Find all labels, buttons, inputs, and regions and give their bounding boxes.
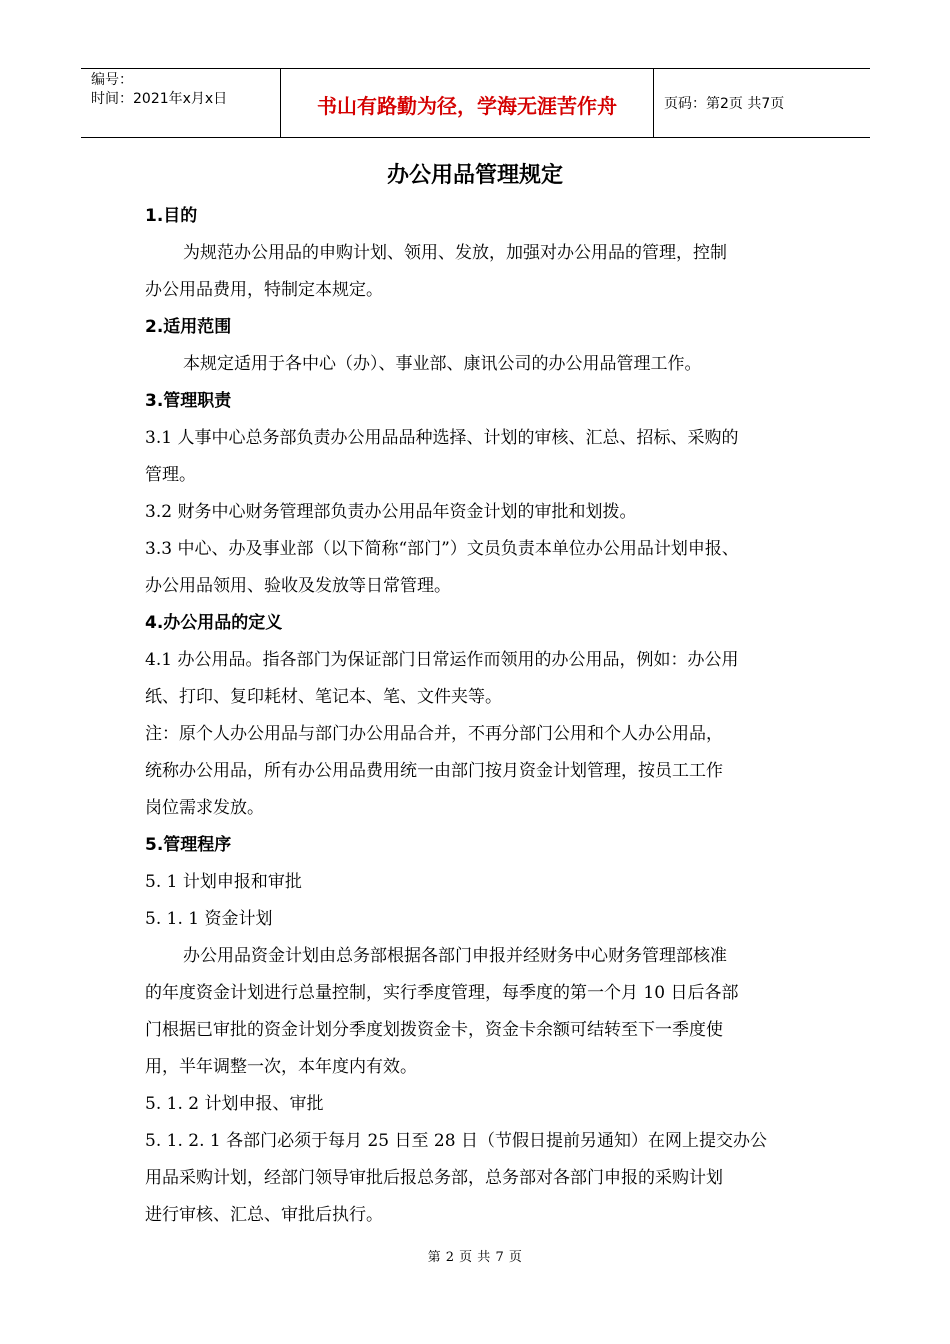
doc-number-label: 编号： xyxy=(91,72,133,88)
subsection-heading: 5. 1. 2 计划申报、审批 xyxy=(145,1094,324,1114)
paragraph: 3.3 中心、办及事业部（以下简称“部门”）文员负责本单位办公用品计划申报、 xyxy=(145,539,739,559)
paragraph: 纸、打印、复印耗材、笔记本、笔、文件夹等。 xyxy=(145,687,502,707)
paragraph: 进行审核、汇总、审批后执行。 xyxy=(145,1205,383,1225)
document-title: 办公用品管理规定 xyxy=(386,163,563,188)
document-body xyxy=(145,198,825,1234)
header-table xyxy=(81,68,870,138)
paragraph: 4.1 办公用品。指各部门为保证部门日常运作而领用的办公用品，例如：办公用 xyxy=(145,650,739,670)
section-heading-purpose: 1.目的 xyxy=(145,206,198,226)
paragraph: 用品采购计划，经部门领导审批后报总务部，总务部对各部门申报的采购计划 xyxy=(145,1168,723,1188)
paragraph: 的年度资金计划进行总量控制，实行季度管理，每季度的第一个月 10 日后各部 xyxy=(145,983,739,1003)
paragraph: 本规定适用于各中心（办）、事业部、康讯公司的办公用品管理工作。 xyxy=(183,354,702,374)
header-page-info: 页码：第2页 共7页 xyxy=(664,96,785,112)
paragraph: 管理。 xyxy=(145,465,196,485)
subsection-heading: 5. 1. 1 资金计划 xyxy=(145,909,273,929)
paragraph: 3.2 财务中心财务管理部负责办公用品年资金计划的审批和划拨。 xyxy=(145,502,637,522)
paragraph: 为规范办公用品的申购计划、领用、发放，加强对办公用品的管理，控制 xyxy=(183,243,727,263)
section-heading-scope: 2.适用范围 xyxy=(145,317,232,337)
section-heading-definition: 4.办公用品的定义 xyxy=(145,613,283,633)
section-heading-responsibilities: 3.管理职责 xyxy=(145,391,232,411)
subsection-heading: 5. 1 计划申报和审批 xyxy=(145,872,302,892)
section-heading-procedure: 5.管理程序 xyxy=(145,835,232,855)
paragraph: 5. 1. 2. 1 各部门必须于每月 25 日至 28 日（节假日提前另通知）在网上提交办公 xyxy=(145,1131,767,1151)
paragraph: 用，半年调整一次，本年度内有效。 xyxy=(145,1057,417,1077)
paragraph: 3.1 人事中心总务部负责办公用品品种选择、计划的审核、汇总、招标、采购的 xyxy=(145,428,739,448)
note-paragraph: 注：原个人办公用品与部门办公用品合并，不再分部门公用和个人办公用品， xyxy=(145,724,723,744)
paragraph: 办公用品资金计划由总务部根据各部门申报并经财务中心财务管理部核准 xyxy=(183,946,727,966)
note-paragraph: 统称办公用品，所有办公用品费用统一由部门按月资金计划管理，按员工工作 xyxy=(145,761,723,781)
header-meta xyxy=(81,69,281,137)
note-paragraph: 岗位需求发放。 xyxy=(145,798,264,818)
page-footer: 第 2 页 共 7 页 xyxy=(427,1250,523,1265)
header-slogan: 书山有路勤为径，学海无涯苦作舟 xyxy=(281,69,654,137)
doc-time-label: 时间：2021年x月x日 xyxy=(91,91,228,107)
paragraph: 办公用品领用、验收及发放等日常管理。 xyxy=(145,576,451,596)
paragraph: 办公用品费用，特制定本规定。 xyxy=(145,280,383,300)
paragraph: 门根据已审批的资金计划分季度划拨资金卡，资金卡余额可结转至下一季度使 xyxy=(145,1020,723,1040)
